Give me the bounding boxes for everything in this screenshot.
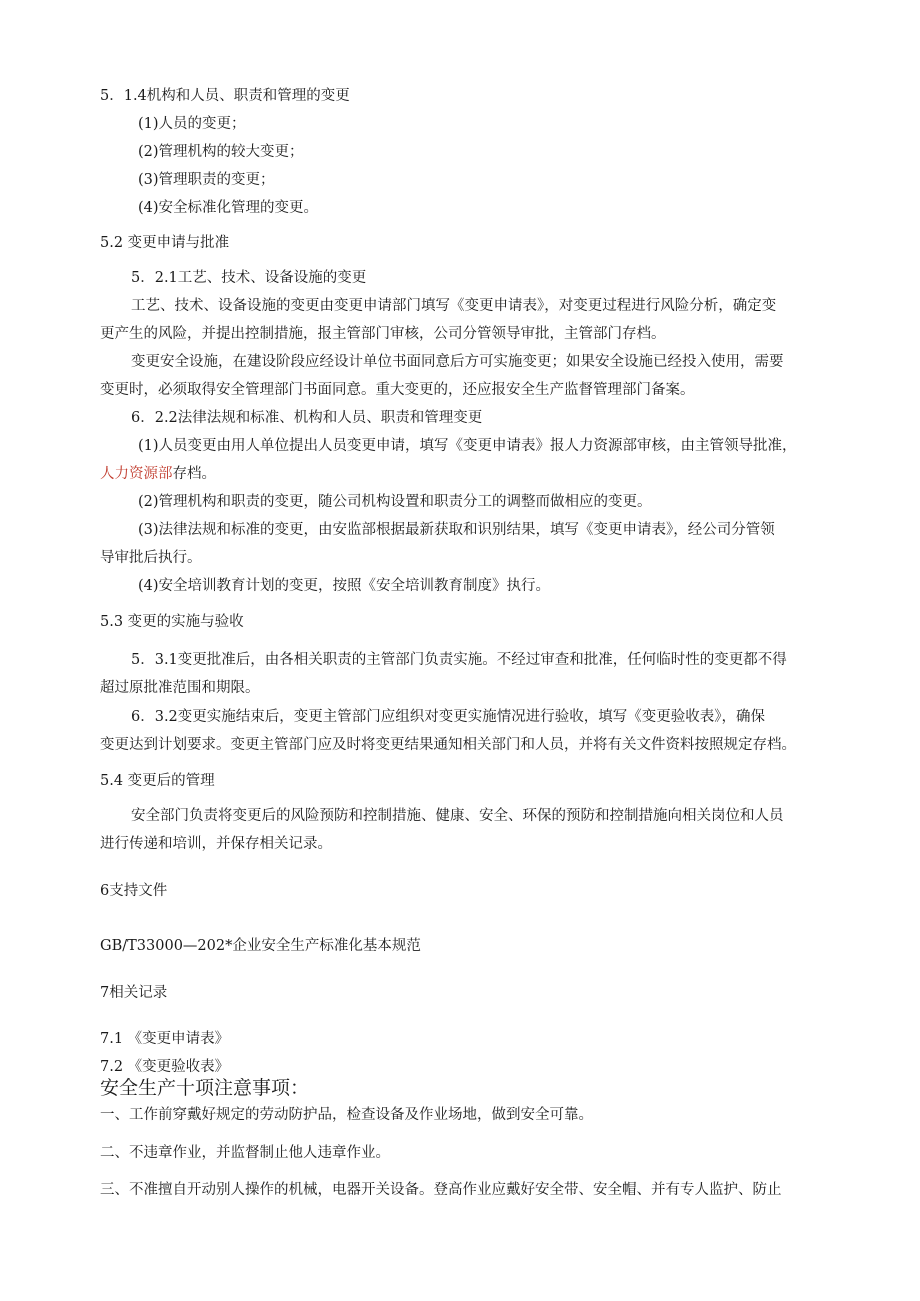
paragraph-line: 变更安全设施，在建设阶段应经设计单位书面同意后方可实施变更；如果安全设施已经投入使用，需要 [131,354,784,370]
standard-reference: GB/T33000—202*企业安全生产标准化基本规范 [100,938,421,954]
list-item: (4)安全标准化管理的变更。 [138,200,319,216]
list-item-continuation [100,464,216,484]
list-item: (3)管理职责的变更； [138,172,275,188]
section-5-4-heading: 5.4 变更后的管理 [100,773,215,789]
list-item: (1)人员的变更； [138,116,246,132]
paragraph-line: 变更时，必须取得安全管理部门书面同意。重大变更的，还应报安全生产监督管理部门备案。 [100,382,695,398]
list-item-continuation: 导审批后执行。 [100,550,202,566]
list-item-tail: 存档。 [172,466,216,482]
paragraph-line: 进行传递和培训，并保存相关记录。 [100,836,332,852]
list-item: (3)法律法规和标准的变更，由安监部根据最新获取和识别结果，填写《变更申请表》，经公司分管领 [138,522,775,538]
section-5-2-1-heading: 5．2.1工艺、技术、设备设施的变更 [131,270,367,286]
safety-notice-title: 安全生产十项注意事项： [100,1077,310,1099]
list-item: (1)人员变更由用人单位提出人员变更申请，填写《变更申请表》报人力资源部审核，由主管领导批准， [138,438,797,454]
highlighted-department: 人力资源部 [100,466,173,482]
list-item: (2)管理机构的较大变更； [138,144,304,160]
section-6-heading: 6支持文件 [100,883,168,899]
paragraph-line: 工艺、技术、设备设施的变更由变更申请部门填写《变更申请表》，对变更过程进行风险分析，确定变 [131,298,777,314]
list-item: (4)安全培训教育计划的变更，按照《安全培训教育制度》执行。 [138,578,551,594]
safety-item: 二、不违章作业，并监督制止他人违章作业。 [100,1145,390,1161]
paragraph-line: 更产生的风险，并提出控制措施，报主管部门审核，公司分管领导审批，主管部门存档。 [100,326,666,342]
section-5-2-2-heading: 6．2.2法律法规和标准、机构和人员、职责和管理变更 [131,410,483,426]
record-item: 7.2 《变更验收表》 [100,1059,230,1075]
paragraph-line: 5．3.1变更批准后，由各相关职责的主管部门负责实施。不经过审查和批准，任何临时性的变更都不得 [131,652,787,668]
safety-item: 三、不准擅自开动别人操作的机械，电器开关设备。登高作业应戴好安全带、安全帽、并有专人监护、防止 [100,1182,782,1198]
section-5-3-heading: 5.3 变更的实施与验收 [100,614,244,630]
paragraph-line: 6．3.2变更实施结束后，变更主管部门应组织对变更实施情况进行验收，填写《变更验收表》，确保 [131,709,766,725]
paragraph-line: 变更达到计划要求。变更主管部门应及时将变更结果通知相关部门和人员，并将有关文件资料按照规定存档。 [100,737,796,753]
paragraph-line: 安全部门负责将变更后的风险预防和控制措施、健康、安全、环保的预防和控制措施向相关岗位和人员 [131,808,784,824]
section-5-1-4-heading: 5．1.4机构和人员、职责和管理的变更 [100,88,350,104]
section-5-2-heading: 5.2 变更申请与批准 [100,235,230,251]
record-item: 7.1 《变更申请表》 [100,1031,230,1047]
list-item: (2)管理机构和职责的变更，随公司机构设置和职责分工的调整而做相应的变更。 [138,494,652,510]
section-7-heading: 7相关记录 [100,985,168,1001]
safety-item: 一、工作前穿戴好规定的劳动防护品，检查设备及作业场地，做到安全可靠。 [100,1107,593,1123]
paragraph-line: 超过原批准范围和期限。 [100,680,260,696]
